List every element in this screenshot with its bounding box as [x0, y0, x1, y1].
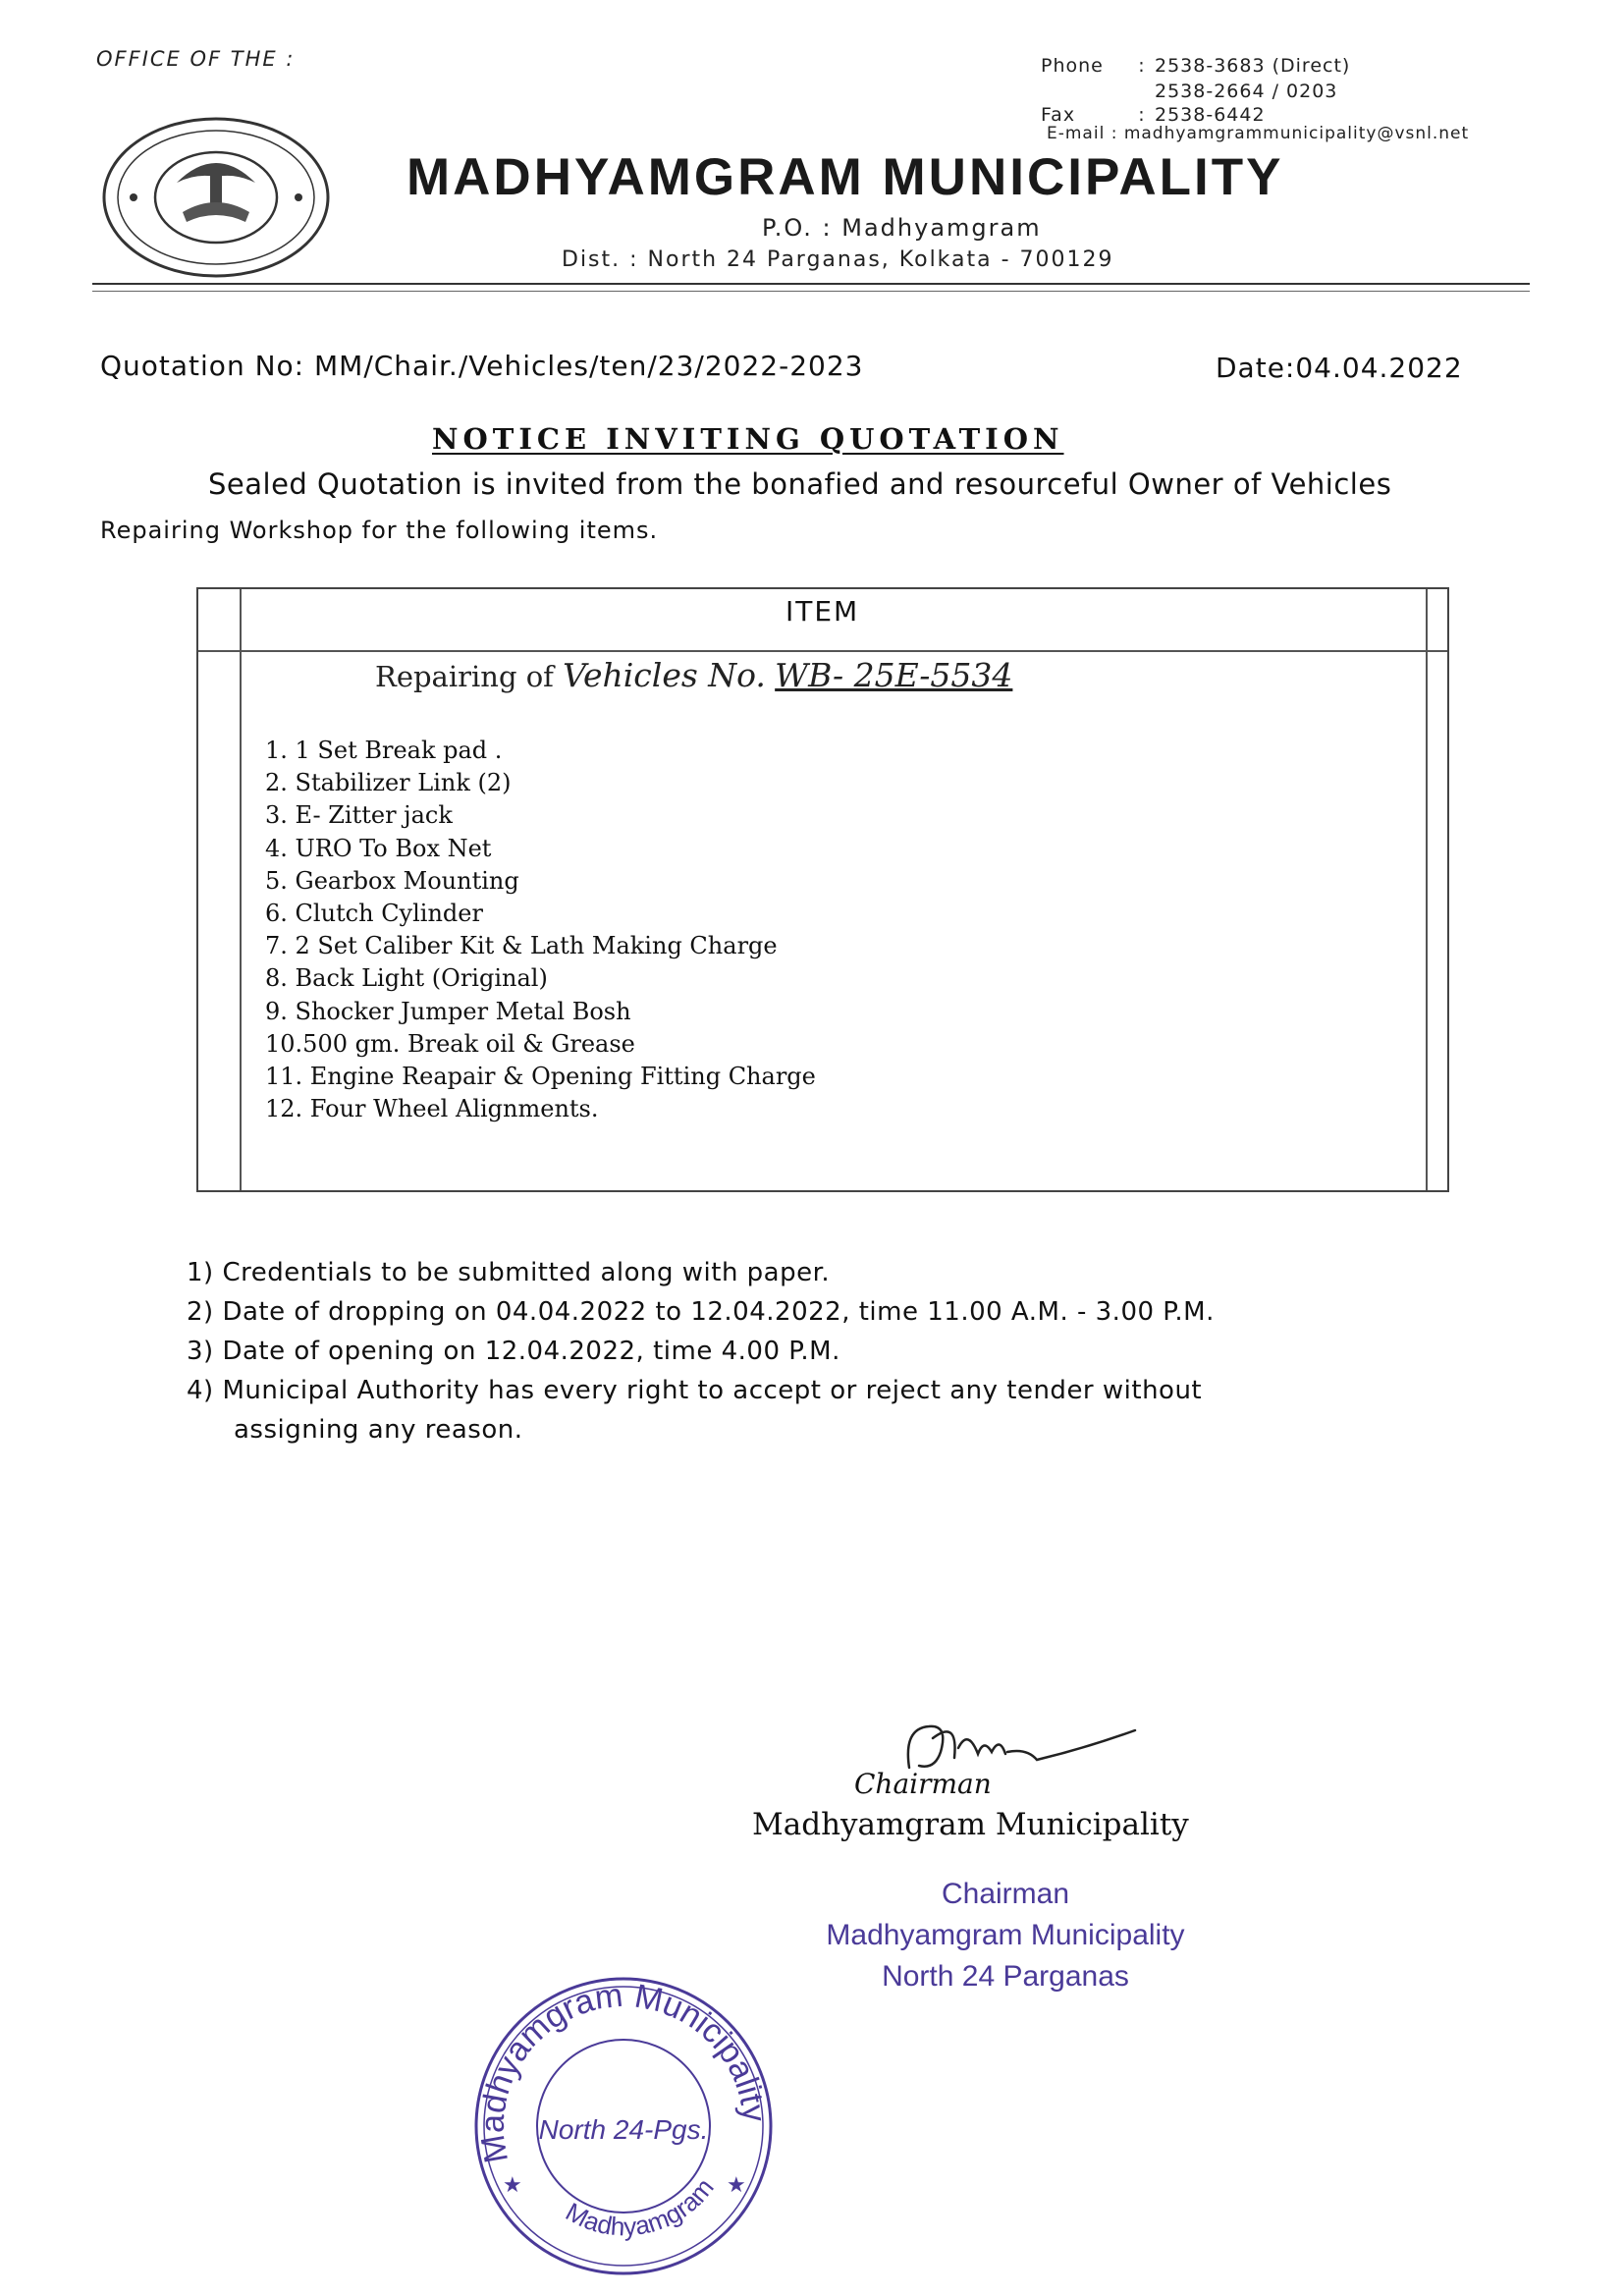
- phone-separator: :: [1138, 55, 1146, 77]
- quotation-number: Quotation No: MM/Chair./Vehicles/ten/23/2022-2023: [100, 350, 864, 382]
- seal-star-icon: ★: [727, 2173, 746, 2198]
- stamp-chairman: Chairman: [941, 1878, 1070, 1910]
- list-item: 3. E- Zitter jack: [265, 801, 453, 830]
- municipality-title: MADHYAMGRAM MUNICIPALITY: [406, 148, 1284, 206]
- phone-label: Phone: [1041, 55, 1104, 77]
- fax-separator: :: [1138, 104, 1146, 126]
- table-header-item: ITEM: [785, 595, 860, 628]
- condition-item: 2) Date of dropping on 04.04.2022 to 12.04.2022, time 11.00 A.M. - 3.00 P.M.: [187, 1297, 1215, 1327]
- stamp-district: North 24 Parganas: [882, 1960, 1129, 1993]
- conditions-list: [187, 1253, 1215, 1449]
- list-item: 2. Stabilizer Link (2): [265, 769, 512, 797]
- list-item: 7. 2 Set Caliber Kit & Lath Making Charge: [265, 932, 778, 960]
- item-list: [265, 735, 816, 1125]
- phone-number-2: 2538-2664 / 0203: [1155, 81, 1338, 102]
- table-right-column-line: [1426, 589, 1428, 1190]
- fax-label: Fax: [1041, 104, 1076, 126]
- repair-vehicle-label: Vehicles No.: [563, 656, 766, 694]
- repair-heading: [375, 656, 1012, 694]
- phone-number-1: 2538-3683 (Direct): [1155, 55, 1351, 77]
- seal-outer-text-path: Madhyamgram Municipality: [473, 1976, 774, 2166]
- email-line: E-mail : madhyamgrammunicipality@vsnl.net: [1047, 124, 1470, 143]
- seal-bottom-text-path: Madhyamgram: [561, 2172, 720, 2242]
- vehicle-registration: WB- 25E-5534: [775, 656, 1013, 694]
- intro-line-2: Repairing Workshop for the following items.: [100, 517, 659, 544]
- condition-item: 4) Municipal Authority has every right to accept or reject any tender without: [187, 1376, 1203, 1405]
- phone-row-2: [1041, 79, 1551, 104]
- post-office-line: P.O. : Madhyamgram: [762, 214, 1042, 242]
- notice-heading: NOTICE INVITING QUOTATION: [432, 422, 1064, 456]
- condition-item-continuation: assigning any reason.: [234, 1415, 523, 1445]
- contact-block: [1041, 53, 1551, 104]
- list-item: 9. Shocker Jumper Metal Bosh: [265, 997, 631, 1025]
- seal-bottom-text: [561, 2172, 719, 2241]
- table-left-column-line: [240, 589, 242, 1190]
- district-line: Dist. : North 24 Parganas, Kolkata - 700129: [562, 247, 1114, 272]
- list-item: 5. Gearbox Mounting: [265, 866, 519, 895]
- list-item: 10.500 gm. Break oil & Grease: [265, 1029, 635, 1058]
- notice-date: Date:04.04.2022: [1216, 352, 1463, 384]
- list-item: 11. Engine Reapair & Opening Fitting Charge: [265, 1063, 816, 1091]
- seal-star-icon: ★: [503, 2173, 522, 2198]
- repair-prefix: Repairing of: [375, 660, 554, 693]
- round-seal-stamp: [461, 1974, 785, 2278]
- municipality-logo: [98, 114, 334, 281]
- list-item: 1. 1 Set Break pad .: [265, 737, 503, 764]
- stamp-organization: Madhyamgram Municipality: [826, 1919, 1185, 1951]
- list-item: 6. Clutch Cylinder: [265, 900, 483, 928]
- phone-row: [1041, 53, 1551, 79]
- table-header-line: [198, 650, 1447, 652]
- intro-line-1: Sealed Quotation is invited from the bonafied and resourceful Owner of Vehicles: [208, 467, 1392, 501]
- office-of-label: OFFICE OF THE :: [96, 47, 296, 71]
- fax-row: [1041, 104, 1266, 126]
- header-divider: [92, 283, 1530, 285]
- list-item: 4. URO To Box Net: [265, 834, 492, 862]
- list-item: 8. Back Light (Original): [265, 964, 548, 993]
- seal-inner-text: North 24-Pgs.: [538, 2114, 709, 2145]
- condition-item: 3) Date of opening on 12.04.2022, time 4.00 P.M.: [187, 1337, 840, 1366]
- condition-item: 1) Credentials to be submitted along with paper.: [187, 1258, 831, 1287]
- list-item: 12. Four Wheel Alignments.: [265, 1095, 599, 1123]
- signatory-title: Chairman: [854, 1768, 992, 1800]
- header-divider-thin: [92, 291, 1530, 292]
- signatory-organization: Madhyamgram Municipality: [752, 1807, 1189, 1842]
- fax-number: 2538-6442: [1155, 104, 1266, 126]
